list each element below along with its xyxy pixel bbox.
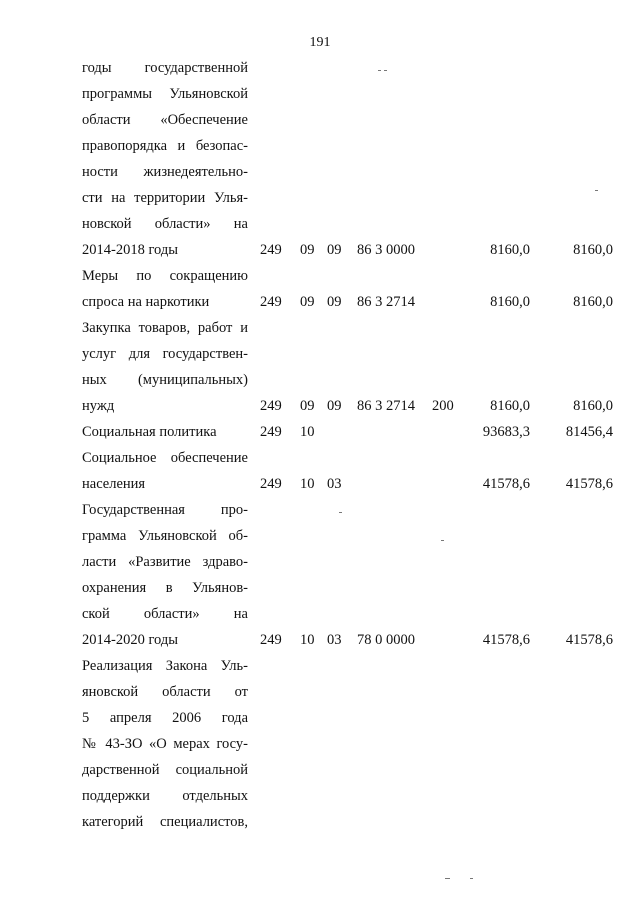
desc-line: спроса на наркотики: [82, 294, 210, 310]
col-razdel: 10: [300, 476, 315, 492]
desc-line: грамма Ульяновской об-: [82, 528, 248, 544]
col-target-article: 86 3 2714: [357, 294, 415, 310]
col-razdel: 09: [300, 398, 315, 414]
desc-line: яновской области от: [82, 684, 248, 700]
desc-line: категорий специалистов,: [82, 814, 248, 830]
col-sum-2: 81456,4: [565, 424, 613, 440]
col-sum-2: 8160,0: [573, 398, 613, 414]
desc-line: ласти «Развитие здраво-: [82, 554, 248, 570]
col-expense-type: 200: [432, 398, 454, 414]
scan-speck: [595, 190, 598, 191]
desc-line: населения: [82, 476, 146, 492]
col-glava: 249: [260, 632, 282, 648]
row-description: [82, 263, 248, 315]
col-sum-2: 8160,0: [573, 242, 613, 258]
col-podrazdel: 09: [327, 294, 342, 310]
desc-line: дарственной социальной: [82, 762, 248, 778]
row-description: [82, 55, 248, 263]
desc-line: ской области» на: [82, 606, 248, 622]
desc-line: правопорядка и безопас-: [82, 138, 248, 154]
col-sum-1: 8160,0: [490, 294, 530, 310]
row-description: [82, 315, 248, 419]
scan-speck: [470, 878, 473, 879]
col-sum-1: 41578,6: [482, 632, 530, 648]
desc-line: поддержки отдельных: [82, 788, 248, 804]
desc-line: годы государственной: [82, 60, 248, 76]
scan-speck: [384, 70, 387, 71]
col-sum-2: 41578,6: [565, 632, 613, 648]
desc-line: сти на территории Улья-: [82, 190, 248, 206]
desc-line: области «Обеспечение: [82, 112, 248, 128]
col-sum-1: 41578,6: [482, 476, 530, 492]
col-sum-1: 8160,0: [490, 398, 530, 414]
scan-speck: [441, 540, 444, 541]
desc-line: охранения в Ульянов-: [82, 580, 248, 596]
col-sum-2: 41578,6: [565, 476, 613, 492]
desc-line: 2014-2020 годы: [82, 632, 178, 648]
row-description: [82, 419, 248, 445]
desc-line: услуг для государствен-: [82, 346, 248, 362]
desc-line: Государственная про-: [82, 502, 248, 518]
col-razdel: 10: [300, 632, 315, 648]
col-podrazdel: 09: [327, 398, 342, 414]
col-razdel: 10: [300, 424, 315, 440]
scan-speck: [339, 512, 342, 513]
col-glava: 249: [260, 242, 282, 258]
col-razdel: 09: [300, 294, 315, 310]
col-target-article: 86 3 2714: [357, 398, 415, 414]
desc-line: Меры по сокращению: [82, 268, 248, 284]
col-podrazdel: 03: [327, 632, 342, 648]
desc-line: 5 апреля 2006 года: [82, 710, 248, 726]
col-sum-2: 8160,0: [573, 294, 613, 310]
col-podrazdel: 03: [327, 476, 342, 492]
row-description: [82, 497, 248, 653]
desc-line: новской области» на: [82, 216, 248, 232]
col-glava: 249: [260, 398, 282, 414]
page-number: 191: [309, 35, 331, 50]
row-description: [82, 445, 248, 497]
col-sum-1: 8160,0: [490, 242, 530, 258]
col-target-article: 86 3 0000: [357, 242, 415, 258]
col-razdel: 09: [300, 242, 315, 258]
desc-line: 2014-2018 годы: [82, 242, 178, 258]
col-target-article: 78 0 0000: [357, 632, 415, 648]
col-glava: 249: [260, 476, 282, 492]
desc-line: ности жизнедеятельно-: [82, 164, 248, 180]
desc-line: нужд: [82, 398, 115, 414]
desc-line: № 43-ЗО «О мерах госу-: [82, 736, 248, 752]
col-podrazdel: 09: [327, 242, 342, 258]
col-glava: 249: [260, 424, 282, 440]
desc-line: Социальная политика: [82, 424, 217, 440]
desc-line: Социальное обеспечение: [82, 450, 248, 466]
desc-line: программы Ульяновской: [82, 86, 248, 102]
col-glava: 249: [260, 294, 282, 310]
desc-line: ных (муниципальных): [82, 372, 248, 388]
scan-speck: [378, 70, 381, 71]
desc-line: Закупка товаров, работ и: [82, 320, 248, 336]
col-sum-1: 93683,3: [482, 424, 530, 440]
row-description: [82, 653, 248, 835]
scan-speck: [445, 878, 450, 879]
desc-line: Реализация Закона Уль-: [82, 658, 248, 674]
